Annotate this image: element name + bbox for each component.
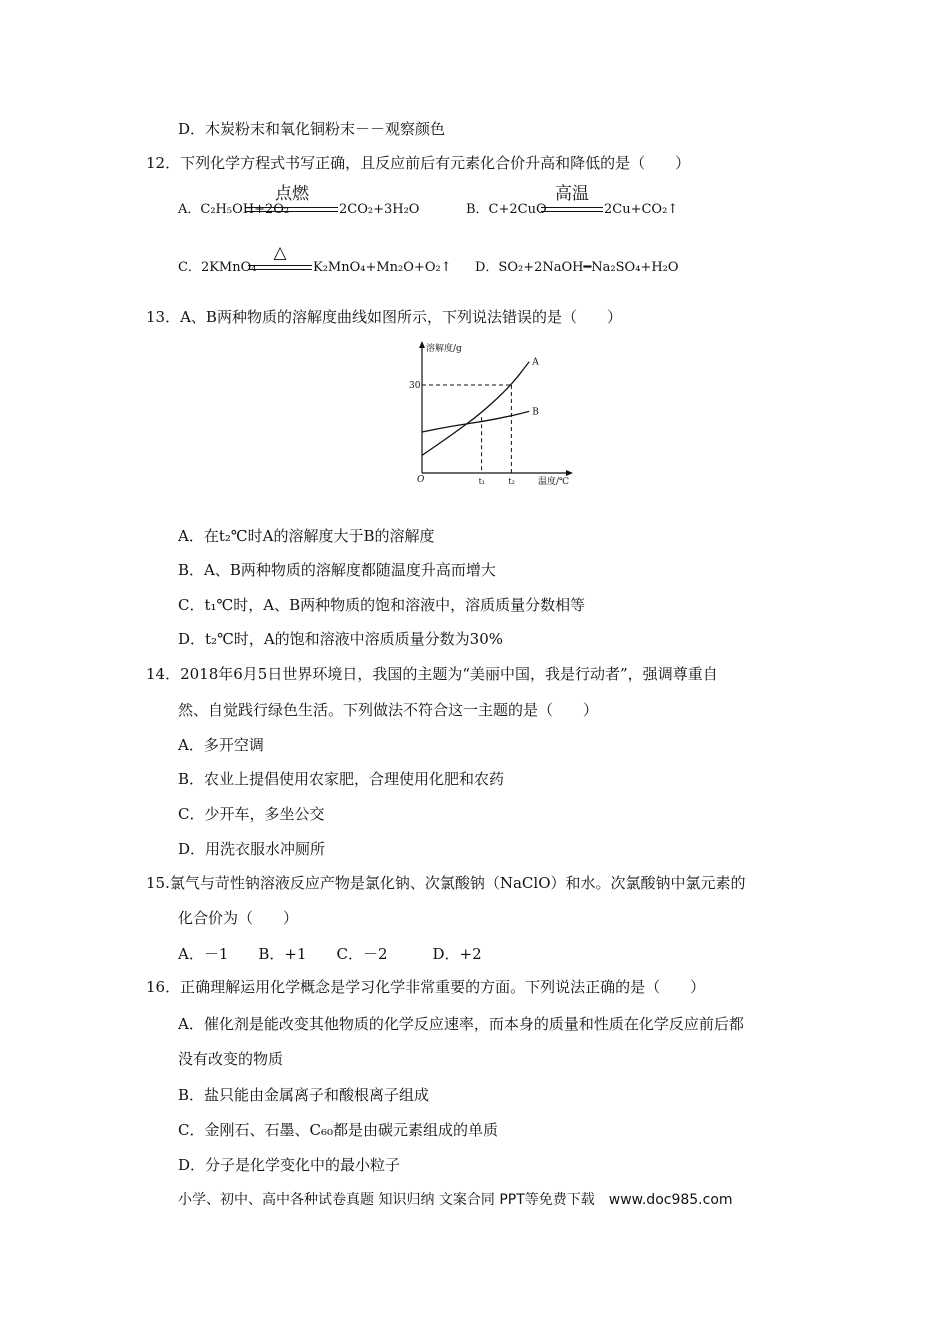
q12-option-a-condition: 点燃 (275, 184, 309, 204)
q12-option-a-equals-sign (246, 207, 338, 212)
q15-stem-line-2: 化合价为（ ） (178, 909, 299, 927)
q14-option-d: D．用洗衣服水冲厕所 (178, 840, 326, 858)
q14-stem-line-1: 14．2018年6月5日世界环境日，我国的主题为“美丽中国，我是行动者”，强调尊重自 (146, 665, 718, 683)
series-lines (422, 362, 529, 456)
chart-axes (419, 341, 573, 476)
series-line-b (422, 411, 529, 432)
q12-option-c-condition: △ (273, 243, 287, 263)
y-tick-label-30: 30 (409, 381, 421, 391)
y-axis-arrow (419, 341, 425, 348)
y-axis-label: 溶解度/g (426, 344, 462, 354)
x-axis-label: 温度/℃ (538, 477, 570, 487)
q12-option-c-reactants: C．2KMnO₄ (178, 260, 257, 275)
q12-option-d-equation: D．SO₂+2NaOH━Na₂SO₄+H₂O (475, 260, 679, 275)
q16-option-a-line-1: A．催化剂是能改变其他物质的化学反应速率，而本身的质量和性质在化学反应前后都 (178, 1015, 744, 1033)
q13-stem: 13．A、B两种物质的溶解度曲线如图所示，下列说法错误的是（ ） (146, 308, 622, 326)
q16-stem: 16．正确理解运用化学概念是学习化学非常重要的方面。下列说法正确的是（ ） (146, 978, 706, 996)
series-line-a (422, 362, 529, 456)
q12-option-c-equals-sign (248, 265, 312, 270)
q12-option-c-products: K₂MnO₄+Mn₂O+O₂↑ (313, 260, 452, 275)
x-axis-arrow (566, 470, 573, 476)
series-label-a: A (532, 357, 539, 368)
q15-stem-line-1: 15.氯气与苛性钠溶液反应产物是氯化钠、次氯酸钠（NaClO）和水。次氯酸钠中氯元素的 (146, 874, 746, 892)
q12-option-b-products: 2Cu+CO₂↑ (604, 202, 679, 217)
q13-option-b: B．A、B两种物质的溶解度都随温度升高而增大 (178, 561, 496, 579)
q13-option-c: C．t₁℃时，A、B两种物质的饱和溶液中，溶质质量分数相等 (178, 596, 586, 614)
q16-option-d: D．分子是化学变化中的最小粒子 (178, 1156, 401, 1174)
q12-option-b-reactants: B．C+2CuO (466, 202, 547, 217)
q14-option-c: C．少开车，多坐公交 (178, 805, 325, 823)
series-label-b: B (532, 407, 539, 418)
q12-stem: 12．下列化学方程式书写正确，且反应前后有元素化合价升高和降低的是（ ） (146, 154, 691, 172)
q14-option-b: B．农业上提倡使用农家肥，合理使用化肥和农药 (178, 770, 505, 788)
x-tick-label-t2: t₂ (508, 477, 515, 486)
q14-stem-line-2: 然、自觉践行绿色生活。下列做法不符合这一主题的是（ ） (178, 701, 599, 719)
q12-option-a-reactants: A．C₂H₅OH+2O₂ (178, 202, 290, 217)
q12-option-a-products: 2CO₂+3H₂O (339, 202, 420, 217)
q13-option-a: A．在t₂℃时A的溶解度大于B的溶解度 (178, 527, 435, 545)
q12-option-b-equals-sign (541, 207, 603, 212)
q12-option-b-condition: 高温 (555, 184, 589, 204)
q14-option-a: A．多开空调 (178, 736, 264, 754)
q16-option-a-line-2: 没有改变的物质 (178, 1050, 284, 1068)
footer-text: 小学、初中、高中各种试卷真题 知识归纳 文案合同 PPT等免费下载 www.doc985.com (178, 1192, 733, 1208)
x-tick-label-t1: t₁ (478, 477, 486, 486)
q16-option-b: B．盐只能由金属离子和酸根离子组成 (178, 1086, 430, 1104)
solubility-curve-chart (405, 338, 585, 488)
q15-options: A．－1 B．+1 C．－2 D．+2 (178, 945, 482, 963)
q13-option-d: D．t₂℃时，A的饱和溶液中溶质质量分数为30% (178, 630, 504, 648)
origin-label: O (417, 475, 425, 485)
q11-option-d: D．木炭粉末和氧化铜粉末－－观察颜色 (178, 120, 446, 138)
q16-option-c: C．金刚石、石墨、C₆₀都是由碳元素组成的单质 (178, 1121, 498, 1139)
